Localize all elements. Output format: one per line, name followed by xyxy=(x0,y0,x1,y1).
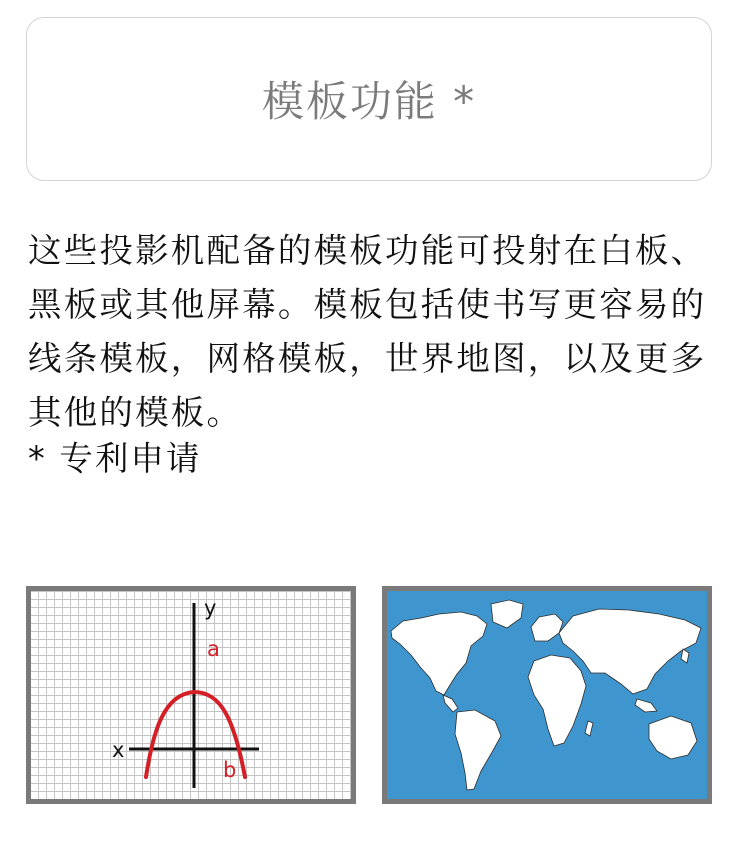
madagascar-shape xyxy=(585,721,593,736)
feature-description: 这些投影机配备的模板功能可投射在白板、黑板或其他屏幕。模板包括使书写更容易的线条模板，网格模板，世界地图，以及更多其他的模板。 xyxy=(28,231,707,432)
label-a: a xyxy=(207,637,220,661)
grid-template-image xyxy=(26,586,356,804)
axis-y-label: y xyxy=(204,596,217,620)
axis-x-label: x xyxy=(112,738,125,762)
central-america-shape xyxy=(443,695,458,712)
template-feature-title-box xyxy=(26,17,712,181)
japan-shape xyxy=(681,649,689,663)
africa-shape xyxy=(528,655,586,746)
europe-shape xyxy=(531,614,563,641)
north-america-shape xyxy=(391,612,487,695)
world-map-template-image xyxy=(382,586,712,804)
south-america-shape xyxy=(455,710,501,790)
label-b: b xyxy=(223,758,237,782)
southeast-asia-islands-shape xyxy=(635,699,657,712)
greenland-shape xyxy=(491,600,523,628)
page-title: 模板功能 * xyxy=(261,77,477,126)
australia-shape xyxy=(649,716,697,759)
patent-note: * 专利申请 xyxy=(28,439,202,478)
